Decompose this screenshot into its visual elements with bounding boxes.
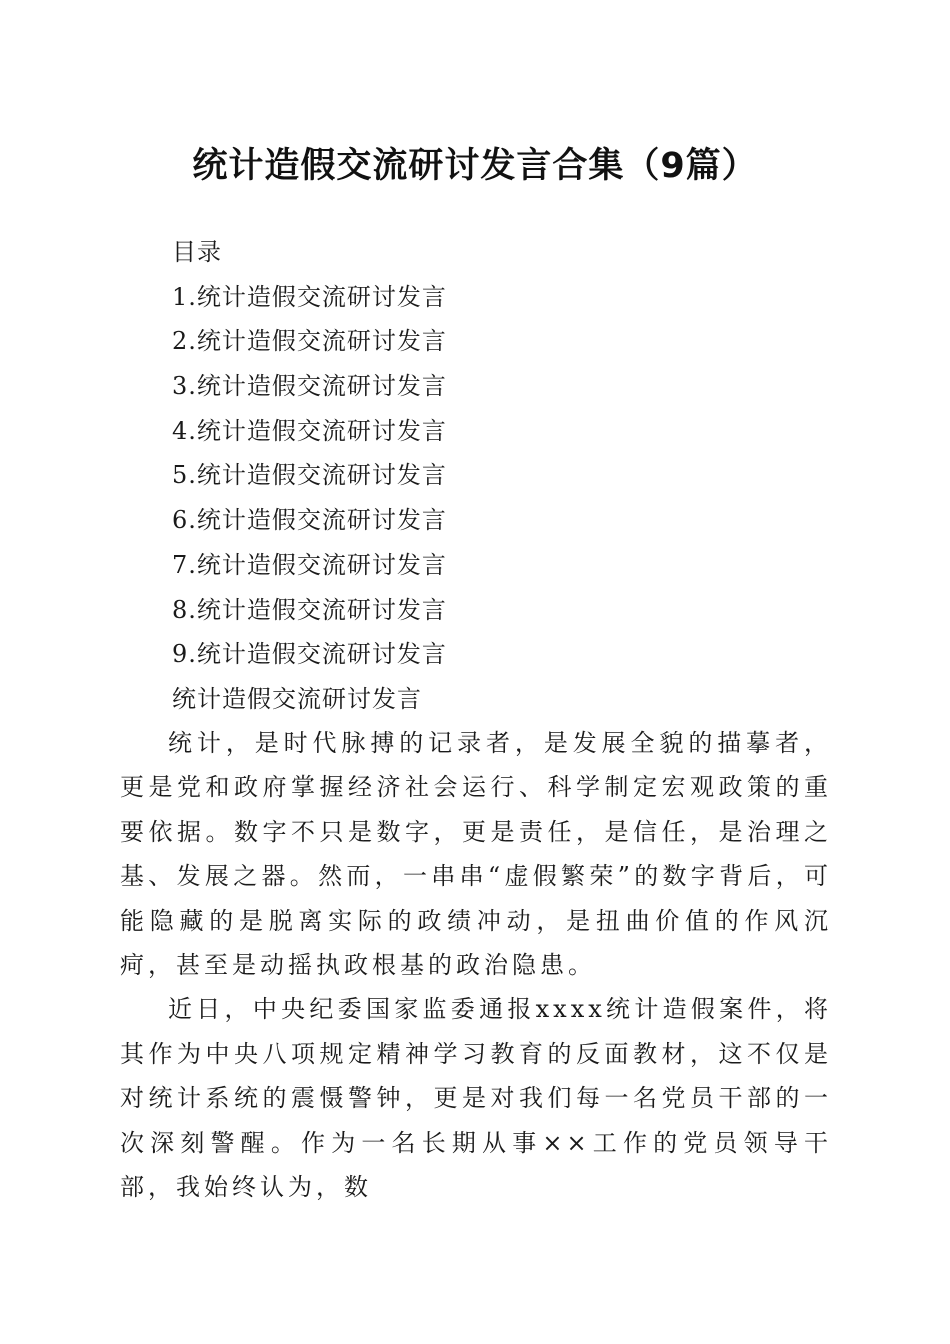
document-title: 统计造假交流研讨发言合集（9篇） — [192, 146, 758, 186]
paragraph: 近日，中央纪委国家监委通报xxxx统计造假案件，将其作为中央八项规定精神学习教育的反面教材，这不仅是对统计系统的震慑警钟，更是对我们每一名党员干部的一次深刻警醒。作为一名长期从事××工作的党员领导干部，我始终认为，数 — [120, 995, 832, 1202]
toc-item: 5.统计造假交流研讨发言 — [172, 461, 447, 490]
toc-item: 4.统计造假交流研讨发言 — [172, 416, 447, 445]
table-of-contents — [172, 232, 447, 724]
body-text — [120, 721, 832, 1209]
section-title: 统计造假交流研讨发言 — [172, 684, 422, 713]
toc-item: 9.统计造假交流研讨发言 — [172, 640, 447, 669]
toc-heading: 目录 — [172, 238, 222, 266]
toc-item: 7.统计造假交流研讨发言 — [172, 550, 447, 579]
toc-item: 6.统计造假交流研讨发言 — [172, 506, 447, 535]
toc-item: 2.统计造假交流研讨发言 — [172, 327, 447, 356]
toc-item: 8.统计造假交流研讨发言 — [172, 595, 447, 624]
toc-item: 3.统计造假交流研讨发言 — [172, 372, 447, 401]
paragraph: 统计，是时代脉搏的记录者，是发展全貌的描摹者，更是党和政府掌握经济社会运行、科学制定宏观政策的重要依据。数字不只是数字，更是责任，是信任，是治理之基、发展之器。然而，一串串“虚假繁荣”的数字背后，可能隐藏的是脱离实际的政绩冲动，是扭曲价值的作风沉疴，甚至是动摇执政根基的政治隐患。 — [120, 729, 832, 980]
toc-item: 1.统计造假交流研讨发言 — [172, 282, 447, 311]
